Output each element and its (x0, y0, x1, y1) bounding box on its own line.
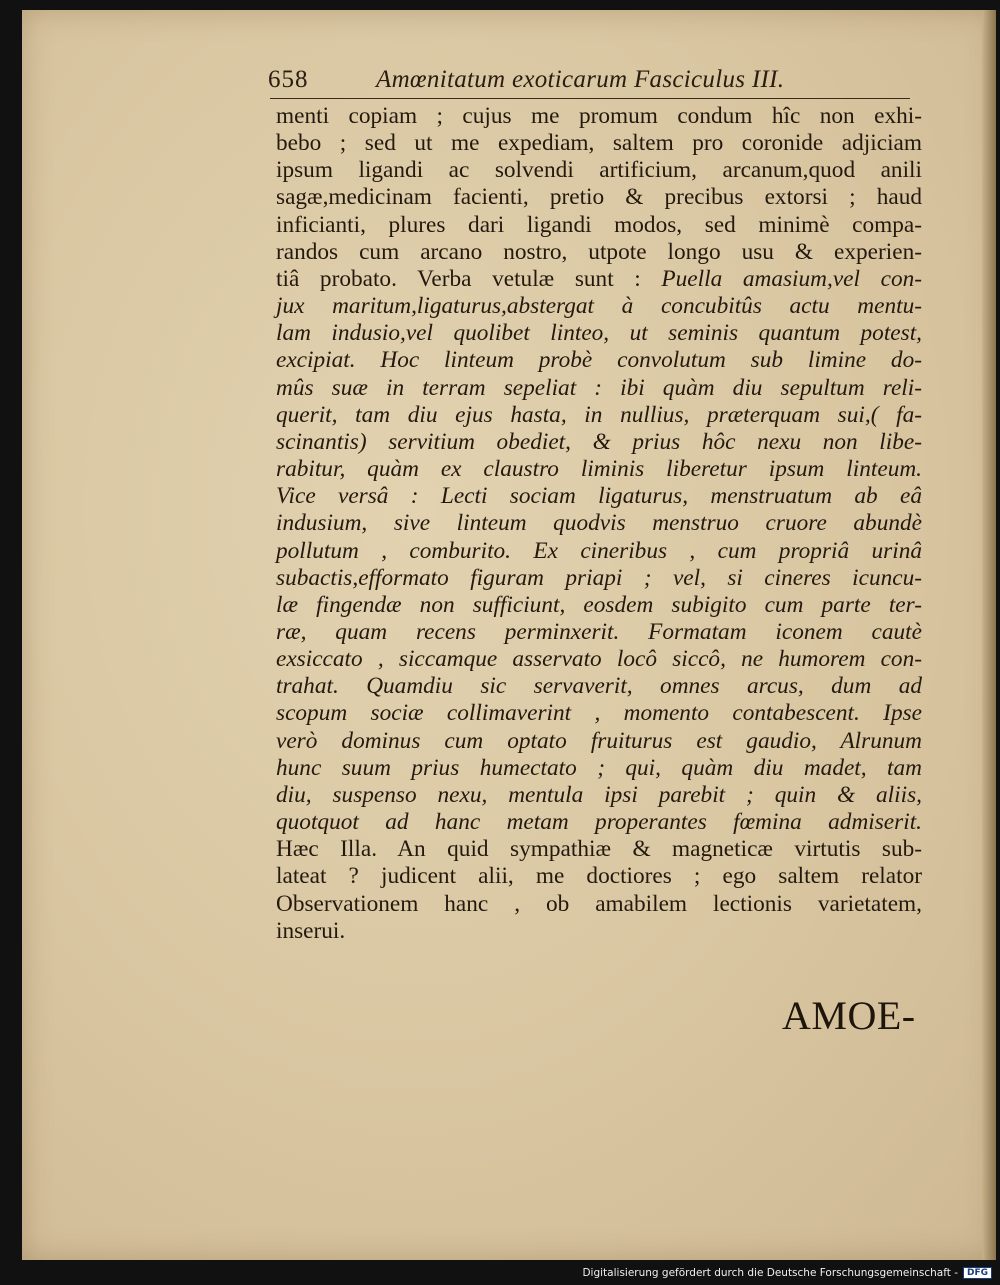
text-line (276, 755, 922, 782)
text-line-main: inserui. (276, 917, 346, 944)
text-line-main: subactis,efformato figuram priapi ; vel, si cineres icuncu- (276, 564, 922, 591)
body-text (276, 103, 922, 945)
text-line-main: bebo ; sed ut me expediam, saltem pro coronide adjiciam (276, 130, 922, 157)
text-line (276, 347, 922, 374)
text-line (276, 510, 922, 537)
text-line (276, 130, 922, 157)
text-line-italic-tail: Puella amasium,vel con- (640, 265, 922, 292)
text-line (276, 483, 922, 510)
text-line-main: diu, suspenso nexu, mentula ipsi parebit ; quin & aliis, (276, 781, 922, 808)
page-number: 658 (268, 66, 309, 93)
text-line (276, 320, 922, 347)
text-line-main: indusium, sive linteum quodvis menstruo cruore abundè (276, 510, 922, 537)
text-line (276, 863, 922, 890)
text-line (276, 891, 922, 918)
text-line-main: læ fingendæ non sufficiunt, eosdem subigito cum parte ter- (276, 591, 922, 618)
text-line-main: tiâ probato. Verba vetulæ sunt : (276, 265, 641, 292)
text-line-main: querit, tam diu ejus hasta, in nullius, præterquam sui,( fa- (276, 401, 922, 428)
text-line-main: inficianti, plures dari ligandi modos, sed minimè compa- (276, 211, 922, 238)
text-line (276, 266, 922, 293)
text-line (276, 918, 922, 945)
text-line (276, 646, 922, 673)
text-line (276, 700, 922, 727)
text-line (276, 809, 922, 836)
text-line-main: hunc suum prius humectato ; qui, quàm diu madet, tam (276, 754, 922, 781)
text-line (276, 592, 922, 619)
text-line-main: lam indusio,vel quolibet linteo, ut seminis quantum potest, (276, 320, 922, 347)
text-line (276, 456, 922, 483)
text-line-main: jux maritum,ligaturus,abstergat à concubitûs actu mentu- (276, 293, 922, 320)
text-line-main: excipiat. Hoc linteum probè convolutum sub limine do- (276, 347, 922, 374)
text-line-main: trahat. Quamdiu sic servaverit, omnes arcus, dum ad (276, 673, 922, 700)
text-line-main: Vice versâ : Lecti sociam ligaturus, menstruatum ab eâ (276, 483, 922, 510)
text-line (276, 212, 922, 239)
text-line-main: scopum sociæ collimaverint , momento contabescent. Ipse (276, 700, 922, 727)
dfg-logo-icon: DFG (963, 1267, 992, 1279)
digitization-footer (582, 1267, 992, 1279)
catchword: AMOE- (782, 993, 916, 1038)
text-line (276, 239, 922, 266)
text-line-main: ræ, quam recens perminxerit. Formatam iconem cautè (276, 618, 922, 645)
text-line-main: lateat ? judicent alii, me doctiores ; ego saltem relator (276, 863, 922, 890)
text-line-main: verò dominus cum optato fruiturus est gaudio, Alrunum (276, 727, 922, 754)
text-line-main: mûs suæ in terram sepeliat : ibi quàm diu sepultum reli- (276, 374, 922, 401)
text-line-main: Hæc Illa. An quid sympathiæ & magneticæ virtutis sub- (276, 836, 922, 863)
text-line-main: randos cum arcano nostro, utpote longo usu & experien- (276, 238, 922, 265)
text-line-main: pollutum , comburito. Ex cineribus , cum propriâ urinâ (276, 537, 922, 564)
funding-credit: Digitalisierung gefördert durch die Deutsche Forschungsgemeinschaft - (582, 1267, 958, 1279)
text-line (276, 429, 922, 456)
text-line (276, 728, 922, 755)
text-line (276, 782, 922, 809)
text-line-main: Observationem hanc , ob amabilem lectionis varietatem, (276, 890, 922, 917)
text-line (276, 673, 922, 700)
page-header (268, 66, 918, 98)
text-line (276, 184, 922, 211)
text-line-main: sagæ,medicinam facienti, pretio & precibus extorsi ; haud (276, 184, 922, 211)
text-line (276, 538, 922, 565)
text-line-main: rabitur, quàm ex claustro liminis liberetur ipsum linteum. (276, 456, 922, 483)
running-title: Amœnitatum exoticarum Fasciculus III. (376, 66, 785, 93)
text-line (276, 619, 922, 646)
text-line (276, 402, 922, 429)
text-line (276, 375, 922, 402)
text-line-main: quotquot ad hanc metam properantes fœmina admiserit. (276, 809, 922, 836)
text-line (276, 565, 922, 592)
text-line-main: menti copiam ; cujus me promum condum hîc non exhi- (276, 103, 922, 129)
text-line (276, 103, 922, 130)
text-line-main: scinantis) servitium obediet, & prius hôc nexu non libe- (276, 428, 922, 455)
header-rule (270, 98, 910, 99)
text-line (276, 157, 922, 184)
page-gutter-shadow (982, 10, 996, 1260)
text-line (276, 836, 922, 863)
text-line-main: ipsum ligandi ac solvendi artificium, arcanum,quod anili (276, 157, 922, 184)
text-line-main: exsiccato , siccamque asservato locô siccô, ne humorem con- (276, 646, 922, 673)
text-line (276, 293, 922, 320)
